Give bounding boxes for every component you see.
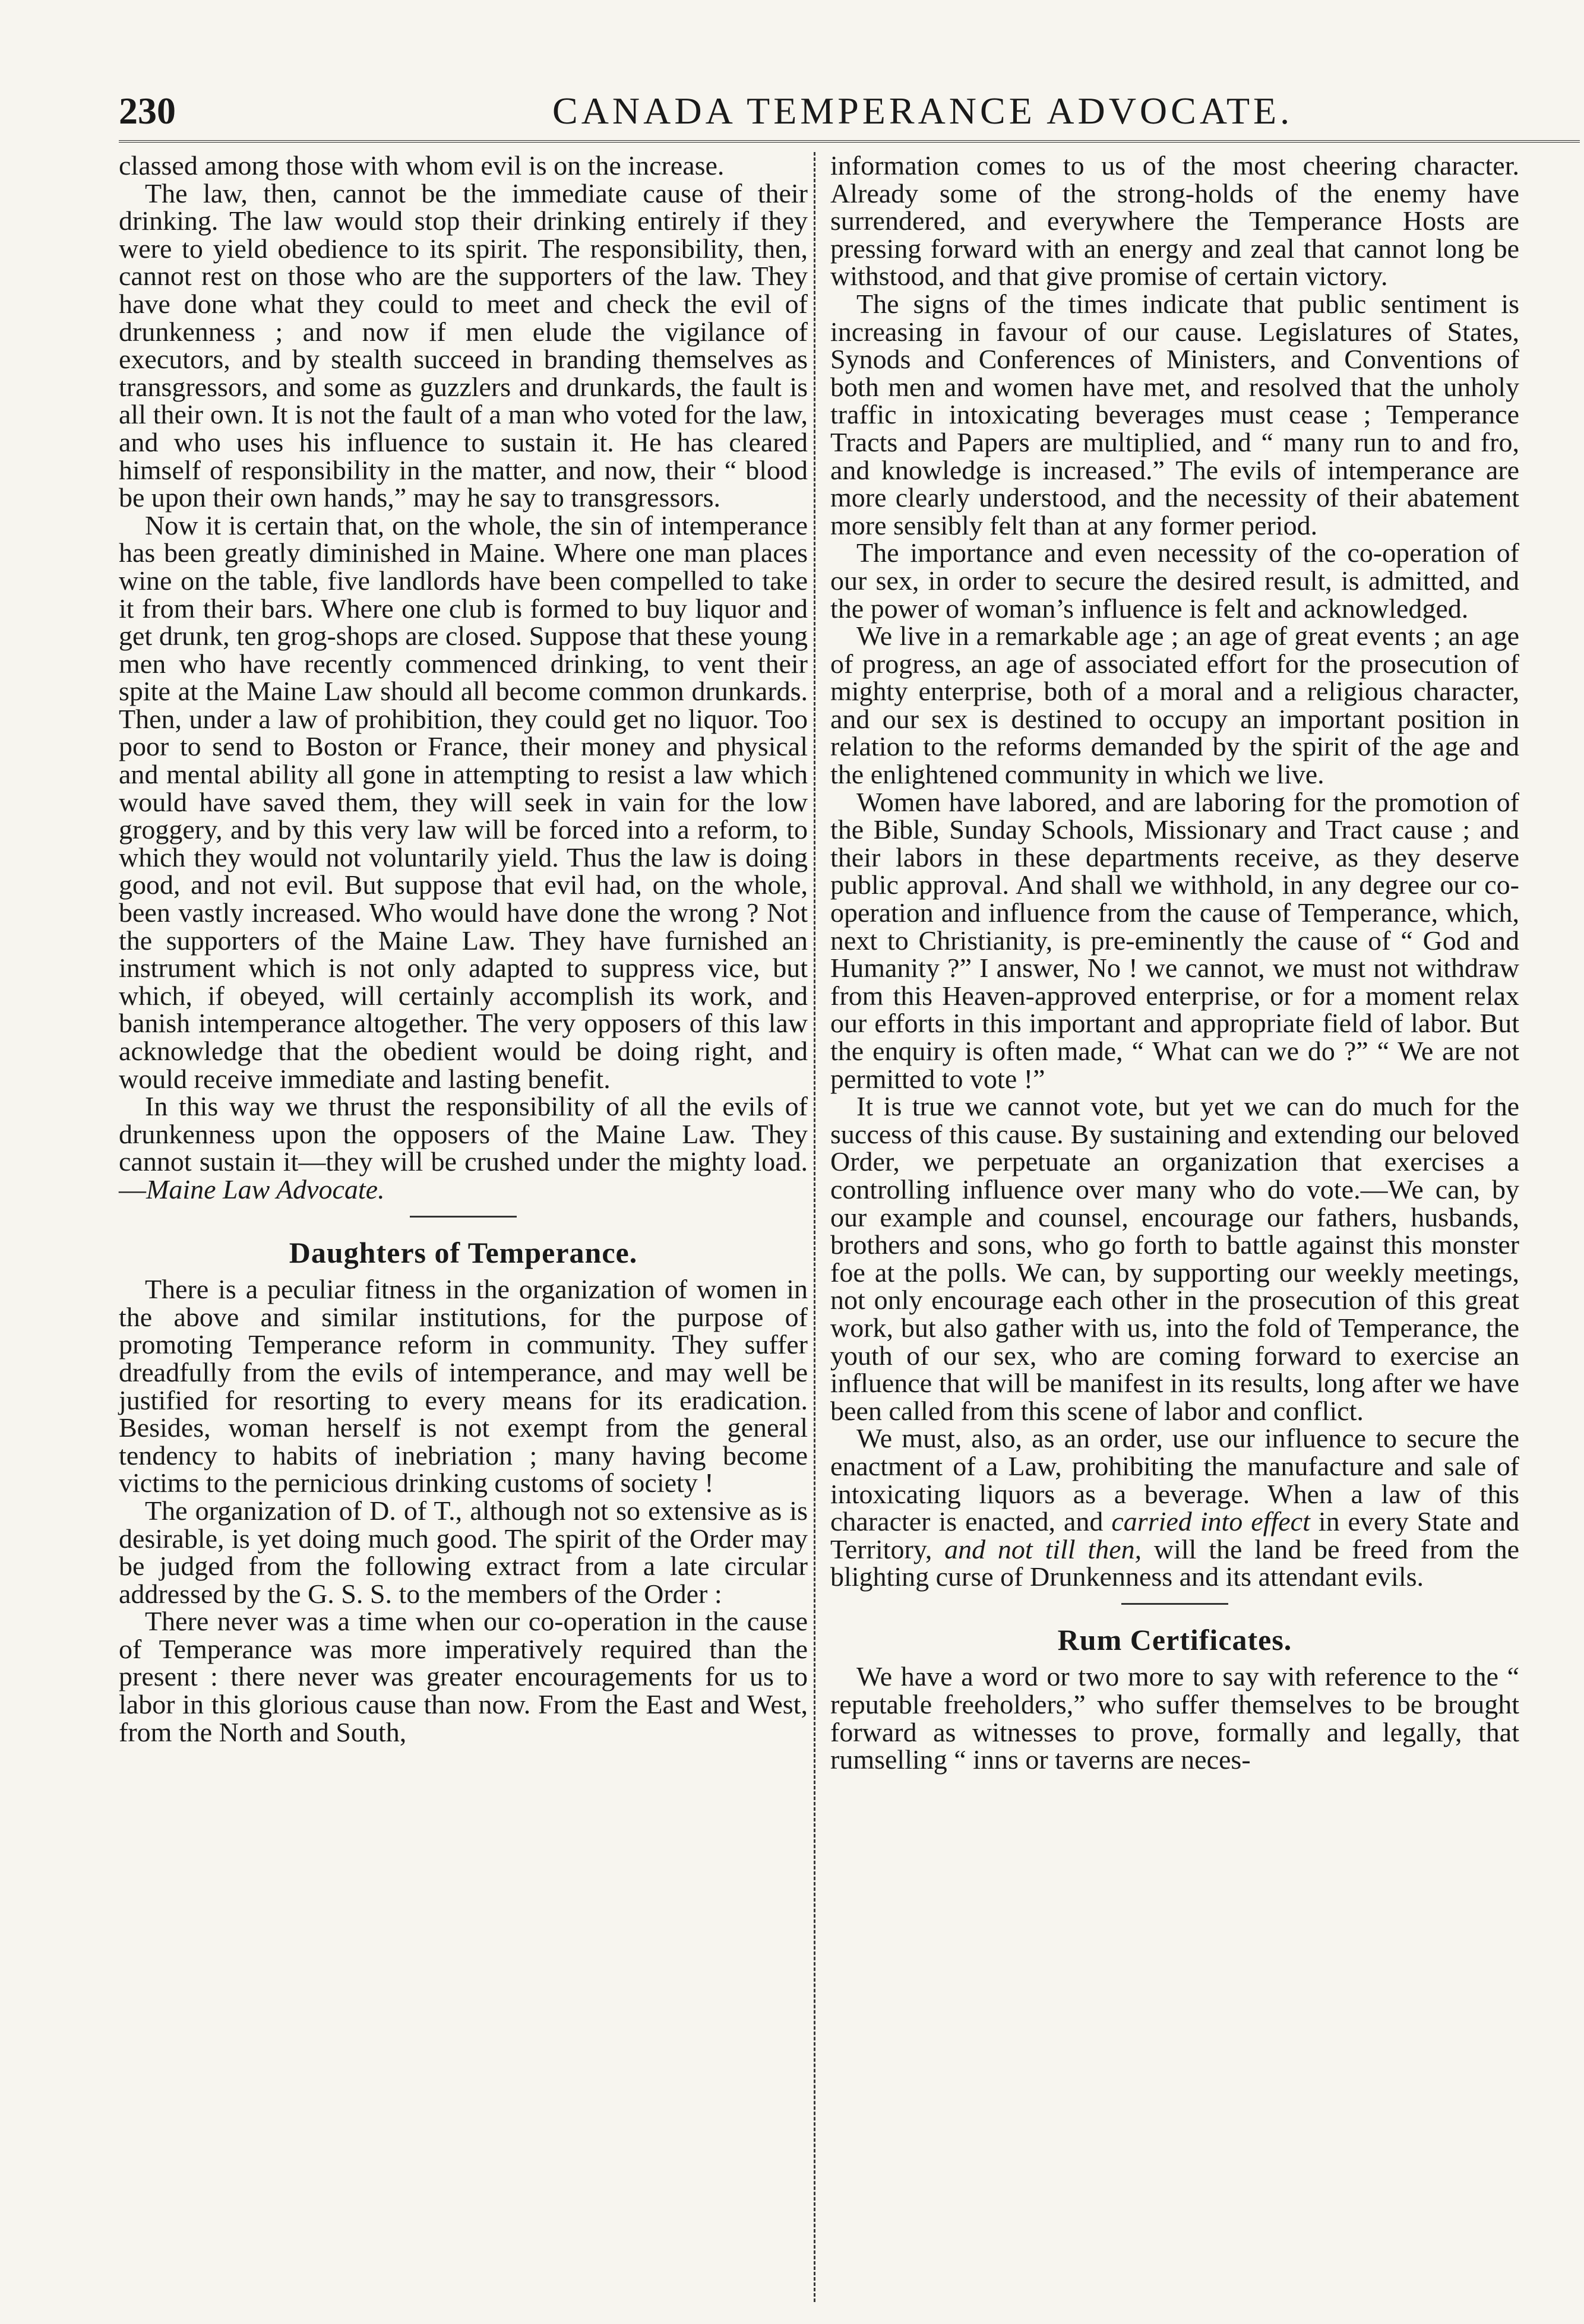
- paragraph: classed among those with whom evil is on the increase.: [119, 150, 725, 181]
- paragraph: [830, 1425, 1519, 1591]
- paragraph: Women have labored, and are laboring for the promotion of the Bible, Sunday Schools, Missionary and Tract cause ; and their labors in these departments receive, as they deserve public approval. And shall we withhold, in any degree our co-operation and influence from the cause of Temperance, which, next to Christianity, is pre-eminently the cause of “ God and Humanity ?” I answer, No ! we cannot, we must not withdraw from this Heaven-approved enterprise, or for a moment relax our efforts in this important and appropriate field of labor. But the enquiry is often made, “ What can we do ?” “ We are not permitted to vote !”: [830, 786, 1519, 1094]
- paragraph: Now it is certain that, on the whole, the sin of intemperance has been greatly diminished in Maine. Where one man places wine on the table, five landlords have been compelled to take it from their bars. Where one club is formed to buy liquor and get drunk, ten grog-shops are closed. Suppose that these young men who have recently commenced drinking, to vent their spite at the Maine Law should all become common drunkards. Then, under a law of prohibition, they could get no liquor. Too poor to send to Boston or France, their money and physical and mental ability all gone in attempting to resist a law which would have saved them, they will seek in vain for the low groggery, and by this very law will be forced into a reform, to which they would not voluntarily yield. Thus the law is doing good, and not evil. But suppose that evil had, on the whole, been vastly increased. Who would have done the wrong ? Not the supporters of the Maine Law. They have furnished an instrument which is not only adapted to suppress vice, but which, if obeyed, will certainly accomplish its work, and banish intemperance altogether. The very opposers of this law acknowledge that the obedient would be doing right, and would receive immediate and lasting benefit.: [119, 510, 808, 1094]
- emphasis: and not till then,: [944, 1533, 1142, 1564]
- column-divider: [814, 152, 815, 2302]
- right-column: [830, 152, 1519, 1774]
- paragraph: The importance and even necessity of the co-operation of our sex, in order to secure the desired result, is admitted, and the power of woman’s influence is felt and acknowledged.: [830, 537, 1519, 624]
- paragraph: There never was a time when our co-operation in the cause of Temperance was more imperatively required than the present : there never was greater encouragements for us to labor in this glorious cause than now. From the East and West, from the North and South,: [119, 1606, 808, 1747]
- paragraph-text: in every State and Territory,: [830, 1506, 1519, 1564]
- article-source: Maine Law Advocate.: [146, 1174, 385, 1204]
- running-title: CANADA TEMPERANCE ADVOCATE.: [552, 90, 1294, 132]
- section-heading: Daughters of Temperance.: [289, 1235, 638, 1269]
- paragraph: We live in a remarkable age ; an age of great events ; an age of progress, an age of associated effort for the prosecution of mighty enterprise, both of a moral and a religious character, and our sex is destined to occupy an important position in relation to the reforms demanded by the spirit of the age and the enlightened community in which we live.: [830, 621, 1519, 790]
- paragraph: It is true we cannot vote, but yet we can do much for the success of this cause. By sustaining and extending our beloved Order, we perpetuate an organization that exercises a controlling influence over many who do vote.—We can, by our example and counsel, encourage our fathers, husbands, brothers and sons, who go forth to battle against this monster foe at the polls. We can, by supporting our weekly meetings, not only encourage each other in the prosecution of this great work, but also gather with us, into the fold of Temperance, the youth of our sex, who are coming forward to exercise an influence that will be manifest in its results, long after we have been called from this scene of labor and conflict.: [830, 1091, 1519, 1426]
- paragraph-text: We must, also, as an order, use our influence to secure the enactment of a Law, prohibiting the manufacture and sale of intoxicating liquors as a beverage. When a law of this character is enacted, and: [830, 1423, 1519, 1537]
- paragraph-text: will the land be freed from the blighting curse of Drunkenness and its attendant evils.: [830, 1533, 1519, 1592]
- page-number: 230: [119, 90, 176, 132]
- emphasis: carried into effect: [1111, 1506, 1310, 1537]
- paragraph: information comes to us of the most cheering character. Already some of the strong-holds of the enemy have surrendered, and everywhere the Temperance Hosts are pressing forward with an energy and zeal that cannot long be withstood, and that give promise of certain victory.: [830, 150, 1519, 292]
- paragraph: The law, then, cannot be the immediate cause of their drinking. The law would stop their drinking entirely if they were to yield obedience to its spirit. The responsibility, then, cannot rest on those who are the supporters of the law. They have done what they could to meet and check the evil of drunkenness ; and now if men elude the vigilance of executors, and by stealth succeed in branding themselves as transgressors, and some as guzzlers and drunkards, the fault is all their own. It is not the fault of a man who voted for the law, and who uses his influence to sustain it. He has cleared himself of responsibility in the matter, and now, their “ blood be upon their own hands,” may he say to transgressors.: [119, 178, 808, 513]
- paragraph: We have a word or two more to say with reference to the “ reputable freeholders,” who suffer themselves to be brought forward as witnesses to prove, formally and legally, that rumselling “ inns or taverns are neces-: [830, 1661, 1519, 1775]
- paragraph: The signs of the times indicate that public sentiment is increasing in favour of our cause. Legislatures of States, Synods and Conferences of Ministers, and Conventions of both men and women have met, and resolved that the unholy traffic in intoxicating beverages must cease ; Temperance Tracts and Papers are multiplied, and “ many run to and fro, and knowledge is increased.” The evils of intemperance are more clearly understood, and the necessity of their abatement more sensibly felt than at any former period.: [830, 288, 1519, 540]
- paragraph: [119, 1093, 808, 1203]
- section-rule: [410, 1216, 517, 1218]
- section-heading: Rum Certificates.: [1057, 1623, 1292, 1656]
- left-column: [119, 152, 808, 1746]
- section-rule: [1121, 1603, 1228, 1605]
- paragraph: There is a peculiar fitness in the organization of women in the above and similar institutions, for the purpose of promoting Temperance reform in community. They suffer dreadfully from the evils of intemperance, and may well be justified for resorting to every means for its eradication. Besides, woman herself is not exempt from the general tendency to habits of inebriation ; many having become victims to the pernicious drinking customs of society !: [119, 1274, 808, 1498]
- paragraph-text: In this way we thrust the responsibility of all the evils of drunkenness upon the opposers of the Maine Law. They cannot sustain it—they will be crushed under the mighty load.—: [119, 1091, 808, 1204]
- page-header: [119, 89, 1580, 137]
- header-rule: [119, 140, 1580, 143]
- paragraph: The organization of D. of T., although not so extensive as is desirable, is yet doing much good. The spirit of the Order may be judged from the following extract from a late circular addressed by the G. S. S. to the members of the Order :: [119, 1495, 808, 1609]
